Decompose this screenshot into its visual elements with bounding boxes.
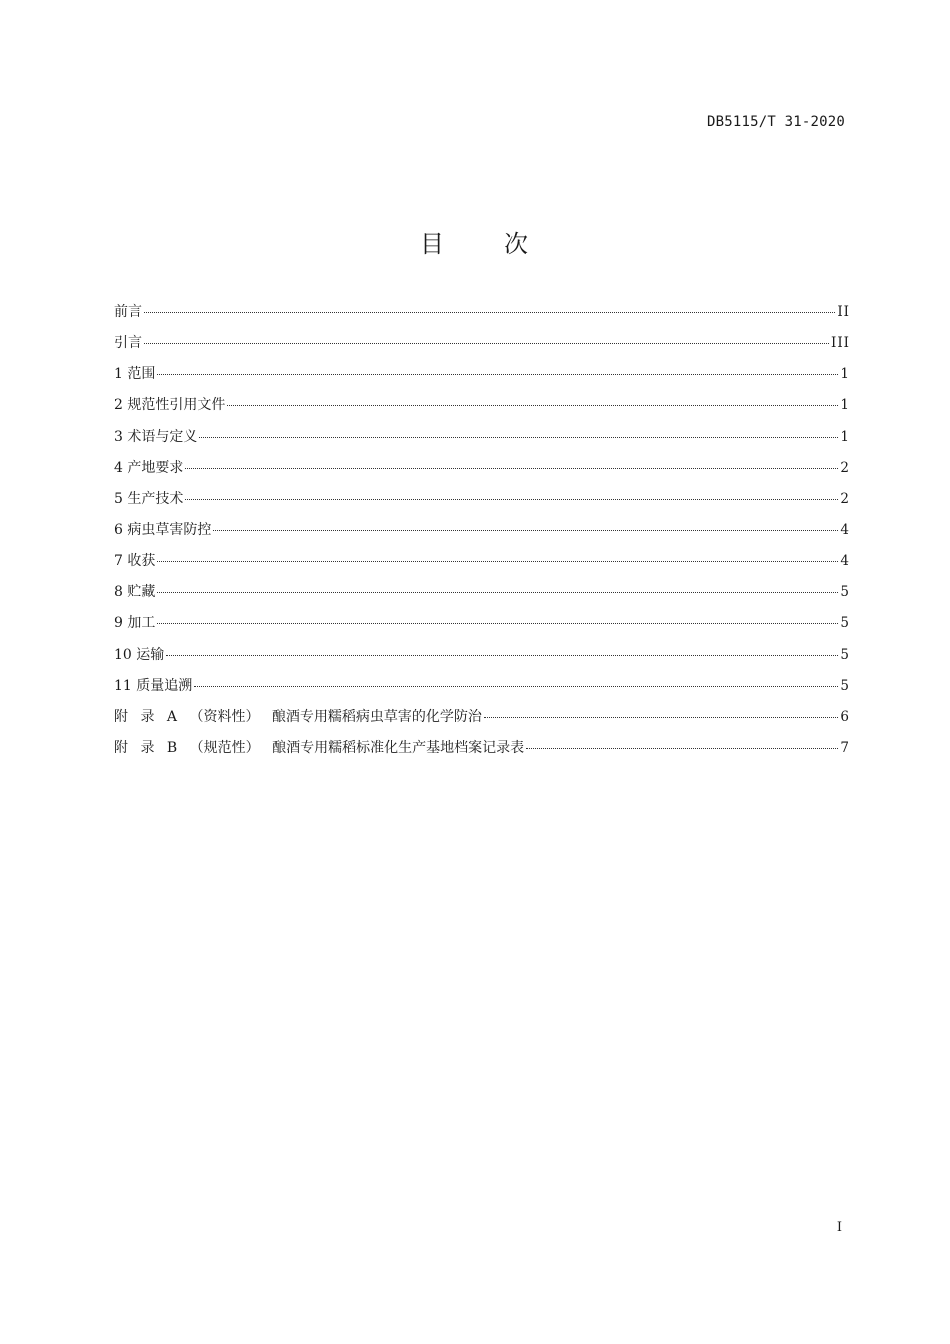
toc-entry-page: 4 bbox=[840, 521, 850, 538]
toc-entry-label: 4 产地要求 bbox=[114, 459, 184, 476]
toc-leader bbox=[199, 437, 838, 438]
toc-entry-label: 10 运输 bbox=[114, 646, 165, 663]
toc-entry-introduction[interactable] bbox=[114, 333, 850, 364]
toc-entry-page: 7 bbox=[840, 739, 850, 756]
toc-entry-label: 6 病虫草害防控 bbox=[114, 521, 212, 538]
page-number: I bbox=[836, 1220, 842, 1235]
toc-title-char-2: 次 bbox=[504, 230, 530, 258]
toc-entry-page: 5 bbox=[840, 646, 850, 663]
toc-entry-page: 5 bbox=[840, 677, 850, 694]
toc-entry-label: 前言 bbox=[114, 304, 142, 320]
toc-entry-processing[interactable] bbox=[114, 613, 850, 644]
toc-leader bbox=[157, 374, 838, 375]
toc-entry-page: 4 bbox=[840, 553, 850, 570]
toc-leader bbox=[157, 561, 838, 562]
toc-entry-quality-traceability[interactable] bbox=[114, 676, 850, 707]
toc-entry-page: 5 bbox=[840, 584, 850, 601]
toc-entry-page: 1 bbox=[840, 366, 850, 383]
toc-leader bbox=[144, 312, 835, 313]
toc-leader bbox=[157, 592, 838, 593]
toc-leader bbox=[166, 655, 838, 656]
toc-entry-label: 11 质量追溯 bbox=[114, 677, 193, 694]
toc-entry-normative-references[interactable] bbox=[114, 395, 850, 426]
toc-entry-page: 6 bbox=[840, 708, 850, 725]
toc-leader bbox=[213, 530, 838, 531]
toc-entry-label: 7 收获 bbox=[114, 553, 156, 570]
toc-entry-annex-b[interactable] bbox=[114, 738, 850, 769]
toc-title bbox=[0, 224, 950, 259]
toc-leader bbox=[194, 686, 838, 687]
toc-entry-terms-definitions[interactable] bbox=[114, 427, 850, 458]
toc-entry-harvest[interactable] bbox=[114, 551, 850, 582]
toc-entry-annex-a[interactable] bbox=[114, 707, 850, 738]
toc-entry-label: 引言 bbox=[114, 335, 142, 352]
toc-entry-scope[interactable] bbox=[114, 364, 850, 395]
toc-leader bbox=[157, 623, 838, 624]
toc-entry-label: 5 生产技术 bbox=[114, 490, 184, 507]
toc-leader bbox=[484, 717, 838, 718]
toc-entry-transport[interactable] bbox=[114, 645, 850, 676]
toc-leader bbox=[227, 405, 838, 406]
toc-entry-page: 2 bbox=[840, 459, 850, 476]
toc-leader bbox=[526, 748, 838, 749]
toc-leader bbox=[144, 343, 829, 344]
toc-entry-origin-requirements[interactable] bbox=[114, 458, 850, 489]
toc-title-char-1: 目 bbox=[420, 230, 446, 258]
document-code: DB5115/T 31-2020 bbox=[706, 114, 845, 130]
toc-entry-pest-control[interactable] bbox=[114, 520, 850, 551]
toc-entry-production-technology[interactable] bbox=[114, 489, 850, 520]
toc-entry-label: 3 术语与定义 bbox=[114, 428, 198, 445]
toc-entry-page: 5 bbox=[840, 615, 850, 632]
toc-entry-label: 1 范围 bbox=[114, 366, 156, 383]
toc-entry-page: 1 bbox=[840, 428, 850, 445]
toc-entry-foreword[interactable] bbox=[114, 302, 850, 333]
toc-entry-page: 2 bbox=[840, 490, 850, 507]
toc-entry-storage[interactable] bbox=[114, 582, 850, 613]
toc-entry-page: II bbox=[837, 304, 850, 320]
toc-entry-page: III bbox=[831, 335, 850, 352]
toc-entry-label: 8 贮藏 bbox=[114, 584, 156, 601]
toc-entry-label: 附 录 A （资料性） 酿酒专用糯稻病虫草害的化学防治 bbox=[114, 708, 482, 725]
toc-entry-label: 附 录 B （规范性） 酿酒专用糯稻标准化生产基地档案记录表 bbox=[114, 739, 525, 756]
toc-leader bbox=[185, 468, 838, 469]
toc-entry-page: 1 bbox=[840, 397, 850, 414]
toc-entry-label: 9 加工 bbox=[114, 615, 156, 632]
toc-list bbox=[114, 302, 850, 769]
toc-leader bbox=[185, 499, 838, 500]
toc-entry-label: 2 规范性引用文件 bbox=[114, 397, 226, 414]
